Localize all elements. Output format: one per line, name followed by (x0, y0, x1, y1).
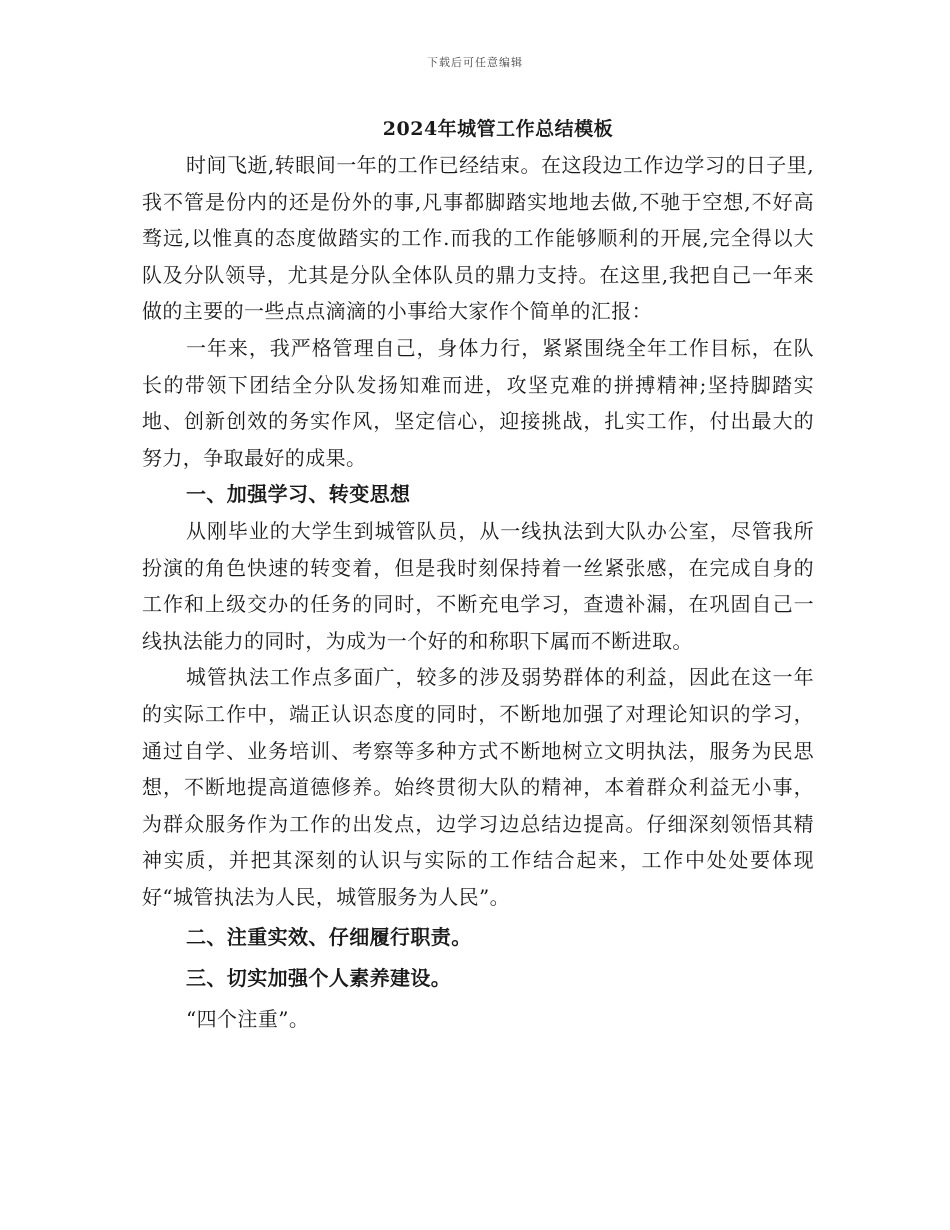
document-title: 2024年城管工作总结模板 (382, 118, 614, 140)
paragraph-intro: 时间飞逝,转眼间一年的工作已经结束。在这段边工作边学习的日子里,我不管是份内的还是份外的事,凡事都脚踏实地地去做,不驰于空想,不好高骛远,以惟真的态度做踏实的工作.而我的工作能够顺利的开展,完全得以大队及分队领导，尤其是分队全体队员的鼎力支持。在这里,我把自己一年来做的主要的一些点点滴滴的小事给大家作个简单的汇报： (142, 153, 814, 324)
paragraph-summary: 一年来，我严格管理自己，身体力行，紧紧围绕全年工作目标，在队长的带领下团结全分队发扬知难而进，攻坚克难的拼搏精神;坚持脚踏实地、创新创效的务实作风，坚定信心，迎接挑战，扎实工作，付出最大的努力，争取最好的成果。 (142, 335, 814, 470)
section-heading-3: 三、切实加强个人素养建设。 (186, 966, 452, 991)
section-heading-2: 二、注重实效、仔细履行职责。 (186, 925, 472, 950)
section-heading-1: 一、加强学习、转变思想 (186, 482, 411, 507)
paragraph-four-focus: “四个注重”。 (186, 1006, 310, 1031)
document-body (142, 147, 814, 1037)
header-note: 下载后可任意编辑 (427, 56, 523, 69)
paragraph-enforcement: 城管执法工作点多面广，较多的涉及弱势群体的利益，因此在这一年的实际工作中，端正认识态度的同时，不断地加强了对理论知识的学习，通过自学、业务培训、考察等多种方式不断地树立文明执法，服务为民思想，不断地提高道德修养。始终贯彻大队的精神，本着群众利益无小事，为群众服务作为工作的出发点，边学习边总结边提高。仔细深刻领悟其精神实质，并把其深刻的认识与实际的工作结合起来，工作中处处要体现好“城管执法为人民，城管服务为人民”。 (142, 665, 814, 909)
paragraph-study: 从刚毕业的大学生到城管队员，从一线执法到大队办公室，尽管我所扮演的角色快速的转变着，但是我时刻保持着一丝紧张感，在完成自身的工作和上级交办的任务的同时，不断充电学习，查遗补漏，在巩固自己一线执法能力的同时，为成为一个好的和称职下属而不断进取。 (142, 518, 814, 653)
